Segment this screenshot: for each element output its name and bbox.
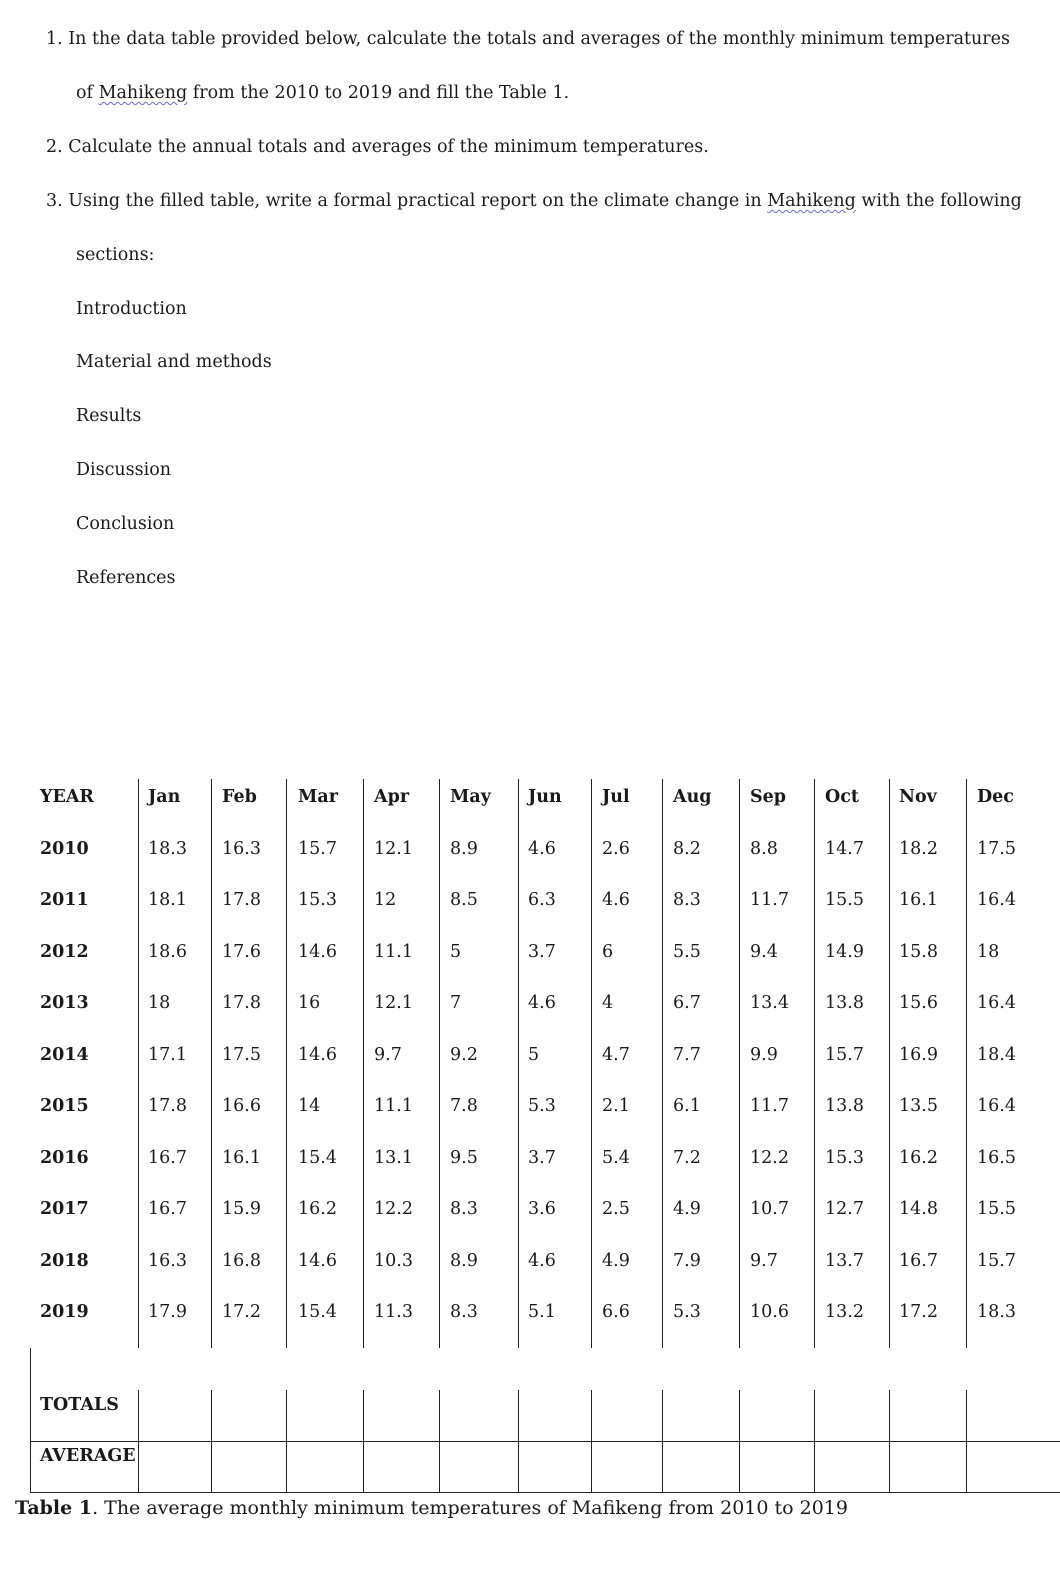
table-cell: 14.9	[825, 942, 864, 962]
table-cell: 11.7	[750, 1096, 789, 1116]
table-cell: 15.3	[825, 1148, 864, 1168]
table-cell: 2.1	[602, 1096, 630, 1116]
table-cell: 4.6	[528, 1251, 556, 1271]
table-cell: 3.7	[528, 1148, 556, 1168]
column-divider	[739, 779, 740, 1348]
table-cell: 15.6	[899, 993, 938, 1013]
table-cell: 4.6	[528, 839, 556, 859]
table-cell: 7	[450, 993, 462, 1013]
column-header-jul: Jul	[602, 787, 630, 807]
table-cell: 4.9	[602, 1251, 630, 1271]
table-cell: 5.5	[673, 942, 701, 962]
column-divider	[518, 779, 519, 1348]
table-cell: 15.7	[977, 1251, 1016, 1271]
table-cell: 11.3	[374, 1302, 413, 1322]
table-cell: 16.5	[977, 1148, 1016, 1168]
column-divider	[966, 779, 967, 1348]
question-1-line-2: of Mahikeng from the 2010 to 2019 and fill the Table 1.	[76, 83, 570, 103]
table-cell: 5	[450, 942, 462, 962]
table-caption	[15, 1497, 848, 1519]
table-cell: 9.7	[374, 1045, 402, 1065]
table-cell: 17.8	[222, 993, 261, 1013]
table-cell: 16.3	[222, 839, 261, 859]
table-cell: 8.9	[450, 1251, 478, 1271]
table-cell: 9.5	[450, 1148, 478, 1168]
column-divider	[439, 779, 440, 1348]
table-cell: 9.9	[750, 1045, 778, 1065]
table-cell: 3.7	[528, 942, 556, 962]
table-cell: 4.6	[602, 890, 630, 910]
table-cell: 4	[602, 993, 614, 1013]
table-cell: 15.3	[298, 890, 337, 910]
column-header-apr: Apr	[374, 787, 410, 807]
table-cell: 15.5	[977, 1199, 1016, 1219]
row-year-label: 2019	[40, 1302, 89, 1322]
table-cell: 7.9	[673, 1251, 701, 1271]
table-cell: 7.8	[450, 1096, 478, 1116]
table-cell: 16.4	[977, 1096, 1016, 1116]
column-header-year: YEAR	[40, 787, 94, 807]
column-header-mar: Mar	[298, 787, 338, 807]
table-cell: 6.3	[528, 890, 556, 910]
column-divider	[211, 779, 212, 1348]
table-cell: 17.2	[222, 1302, 261, 1322]
row-divider	[30, 1441, 1060, 1442]
column-divider	[814, 779, 815, 1348]
table-cell: 17.5	[977, 839, 1016, 859]
table-cell: 13.2	[825, 1302, 864, 1322]
column-divider	[889, 779, 890, 1348]
totals-row-label: TOTALS	[40, 1395, 119, 1415]
table-cell: 11.7	[750, 890, 789, 910]
table-cell: 4.7	[602, 1045, 630, 1065]
table-cell: 5	[528, 1045, 540, 1065]
column-header-oct: Oct	[825, 787, 859, 807]
table-cell: 8.5	[450, 890, 478, 910]
table-cell: 14.6	[298, 942, 337, 962]
table-cell: 18.6	[148, 942, 187, 962]
table-cell: 17.5	[222, 1045, 261, 1065]
table-cell: 5.3	[673, 1302, 701, 1322]
table-cell: 17.6	[222, 942, 261, 962]
table-cell: 18.1	[148, 890, 187, 910]
table-cell: 7.7	[673, 1045, 701, 1065]
table-cell: 13.1	[374, 1148, 413, 1168]
table-cell: 12.1	[374, 839, 413, 859]
table-cell: 5.4	[602, 1148, 630, 1168]
table-cell: 15.9	[222, 1199, 261, 1219]
table-cell: 16.4	[977, 993, 1016, 1013]
table-cell: 11.1	[374, 1096, 413, 1116]
table-cell: 15.7	[298, 839, 337, 859]
table-caption-label: Table 1	[15, 1497, 93, 1519]
table-cell: 13.7	[825, 1251, 864, 1271]
table-cell: 6	[602, 942, 614, 962]
table-cell: 13.4	[750, 993, 789, 1013]
table-cell: 6.6	[602, 1302, 630, 1322]
row-year-label: 2013	[40, 993, 89, 1013]
table-cell: 17.2	[899, 1302, 938, 1322]
table-cell: 4.6	[528, 993, 556, 1013]
table-cell: 15.4	[298, 1148, 337, 1168]
table-cell: 16.4	[977, 890, 1016, 910]
table-cell: 12.2	[374, 1199, 413, 1219]
question-3-line-2: sections:	[76, 245, 155, 265]
column-header-may: May	[450, 787, 491, 807]
section-introduction: Introduction	[76, 299, 187, 319]
table-cell: 6.1	[673, 1096, 701, 1116]
table-cell: 15.4	[298, 1302, 337, 1322]
table-cell: 12.1	[374, 993, 413, 1013]
table-cell: 18.3	[148, 839, 187, 859]
table-cell: 4.9	[673, 1199, 701, 1219]
table-cell: 10.3	[374, 1251, 413, 1271]
table-cell: 14.6	[298, 1251, 337, 1271]
table-cell: 17.9	[148, 1302, 187, 1322]
table-cell: 15.5	[825, 890, 864, 910]
table-cell: 13.8	[825, 1096, 864, 1116]
table-bottom-border	[30, 1492, 1060, 1493]
column-header-dec: Dec	[977, 787, 1014, 807]
table-cell: 2.6	[602, 839, 630, 859]
question-2: 2. Calculate the annual totals and averages of the minimum temperatures.	[46, 137, 709, 157]
column-header-sep: Sep	[750, 787, 787, 807]
table-cell: 16.7	[148, 1148, 187, 1168]
column-divider	[662, 779, 663, 1348]
table-cell: 16.6	[222, 1096, 261, 1116]
section-material-and-methods: Material and methods	[76, 352, 272, 372]
row-year-label: 2012	[40, 942, 89, 962]
question-3-line-1: 3. Using the filled table, write a formal practical report on the climate change in Mahikeng with the following	[46, 191, 1022, 211]
table-cell: 18	[148, 993, 171, 1013]
table-cell: 14.6	[298, 1045, 337, 1065]
table-cell: 14.8	[899, 1199, 938, 1219]
table-cell: 17.1	[148, 1045, 187, 1065]
table-cell: 8.3	[673, 890, 701, 910]
column-header-jun: Jun	[528, 787, 562, 807]
table-cell: 9.7	[750, 1251, 778, 1271]
row-year-label: 2010	[40, 839, 89, 859]
table-cell: 8.8	[750, 839, 778, 859]
table-cell: 18	[977, 942, 1000, 962]
table-cell: 3.6	[528, 1199, 556, 1219]
table-cell: 8.9	[450, 839, 478, 859]
table-cell: 16.1	[899, 890, 938, 910]
table-cell: 9.2	[450, 1045, 478, 1065]
table-cell: 13.5	[899, 1096, 938, 1116]
column-header-feb: Feb	[222, 787, 257, 807]
table-cell: 15.8	[899, 942, 938, 962]
table-cell: 18.3	[977, 1302, 1016, 1322]
section-references: References	[76, 568, 176, 588]
question-1-line-1: 1. In the data table provided below, calculate the totals and averages of the monthly minimum temperatures	[46, 29, 1011, 49]
table-cell: 16.7	[899, 1251, 938, 1271]
table-cell: 11.1	[374, 942, 413, 962]
table-cell: 8.3	[450, 1199, 478, 1219]
table-cell: 12.7	[825, 1199, 864, 1219]
place-name-mahikeng: Mahikeng	[98, 83, 188, 103]
row-year-label: 2014	[40, 1045, 89, 1065]
table-cell: 9.4	[750, 942, 778, 962]
table-cell: 18.2	[899, 839, 938, 859]
table-cell: 17.8	[222, 890, 261, 910]
column-header-aug: Aug	[673, 787, 712, 807]
table-cell: 16.8	[222, 1251, 261, 1271]
table-cell: 13.8	[825, 993, 864, 1013]
table-cell: 16.1	[222, 1148, 261, 1168]
table-cell: 10.7	[750, 1199, 789, 1219]
row-year-label: 2018	[40, 1251, 89, 1271]
table-cell: 10.6	[750, 1302, 789, 1322]
table-left-border	[30, 1348, 31, 1493]
table-cell: 8.3	[450, 1302, 478, 1322]
table-cell: 7.2	[673, 1148, 701, 1168]
table-cell: 16.7	[148, 1199, 187, 1219]
column-divider	[138, 779, 139, 1348]
table-cell: 8.2	[673, 839, 701, 859]
table-cell: 15.7	[825, 1045, 864, 1065]
table-cell: 12.2	[750, 1148, 789, 1168]
row-year-label: 2011	[40, 890, 89, 910]
row-year-label: 2017	[40, 1199, 89, 1219]
table-cell: 16.9	[899, 1045, 938, 1065]
table-cell: 17.8	[148, 1096, 187, 1116]
column-divider	[286, 779, 287, 1348]
section-conclusion: Conclusion	[76, 514, 175, 534]
section-discussion: Discussion	[76, 460, 172, 480]
row-year-label: 2016	[40, 1148, 89, 1168]
column-header-nov: Nov	[899, 787, 937, 807]
table-cell: 14	[298, 1096, 321, 1116]
table-cell: 5.1	[528, 1302, 556, 1322]
table-cell: 12	[374, 890, 397, 910]
table-cell: 16.2	[298, 1199, 337, 1219]
table-cell: 18.4	[977, 1045, 1016, 1065]
table-cell: 16.2	[899, 1148, 938, 1168]
place-name-mahikeng: Mahikeng	[767, 191, 856, 211]
table-cell: 14.7	[825, 839, 864, 859]
table-cell: 16	[298, 993, 321, 1013]
section-results: Results	[76, 406, 142, 426]
table-cell: 5.3	[528, 1096, 556, 1116]
table-cell: 6.7	[673, 993, 701, 1013]
average-row-label: AVERAGE	[40, 1446, 136, 1466]
table-caption-text: . The average monthly minimum temperatures of Mafikeng from 2010 to 2019	[92, 1497, 848, 1519]
row-year-label: 2015	[40, 1096, 89, 1116]
column-divider	[591, 779, 592, 1348]
table-cell: 16.3	[148, 1251, 187, 1271]
column-header-jan: Jan	[148, 787, 181, 807]
table-cell: 2.5	[602, 1199, 630, 1219]
column-divider	[363, 779, 364, 1348]
